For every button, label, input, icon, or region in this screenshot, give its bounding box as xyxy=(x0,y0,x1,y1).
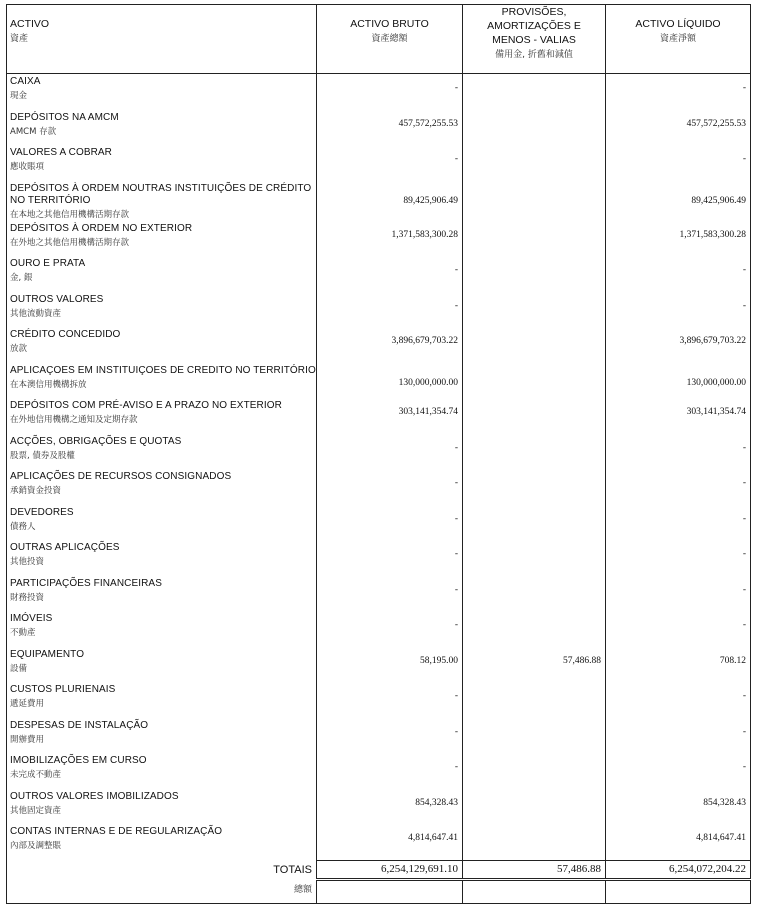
row-liquido-cell xyxy=(606,221,751,257)
row-bruto-value: - xyxy=(454,549,458,559)
totals-liquido: 6,254,072,204.22 xyxy=(606,860,751,879)
row-label xyxy=(7,221,317,257)
row-bruto-cell xyxy=(317,753,463,789)
row-label-zh: 其他固定資產 xyxy=(10,805,62,816)
row-label xyxy=(7,824,317,860)
row-prov-value xyxy=(463,363,601,378)
row-label-pt: DEVEDORES xyxy=(10,506,74,518)
table-row xyxy=(7,540,751,576)
row-prov-value xyxy=(463,505,601,514)
row-label-pt: VALORES A COBRAR xyxy=(10,147,113,158)
row-liquido-cell xyxy=(606,647,751,683)
header-prov-zh: 備用金, 折舊和減值 xyxy=(495,50,573,60)
row-label-zh: 在本澳信用機構拆放 xyxy=(10,379,87,390)
rows-body xyxy=(7,74,751,861)
row-label-zh: 在本地之其他信用機構活期存款 xyxy=(10,209,130,220)
row-bruto-cell xyxy=(317,221,463,257)
row-bruto-cell xyxy=(317,363,463,399)
row-label xyxy=(7,505,317,541)
row-prov-value xyxy=(463,256,601,265)
row-bruto-value: - xyxy=(454,584,458,595)
row-label xyxy=(7,789,317,825)
header-prov-pt-2: AMORTIZAÇÕES E xyxy=(487,20,581,32)
row-prov-cell xyxy=(463,789,606,825)
row-prov-value xyxy=(463,292,601,301)
row-liquido-value: - xyxy=(742,265,746,275)
row-liquido-value: 1,371,583,300.28 xyxy=(679,229,746,240)
row-bruto-cell xyxy=(317,292,463,328)
row-label xyxy=(7,398,317,434)
table-row xyxy=(7,789,751,825)
row-prov-cell xyxy=(463,718,606,754)
table-row xyxy=(7,576,751,612)
row-prov-cell xyxy=(463,110,606,146)
row-bruto-value: - xyxy=(454,691,458,701)
table-row xyxy=(7,327,751,363)
row-label-pt: IMOBILIZAÇÕES EM CURSO xyxy=(10,755,147,766)
table-row xyxy=(7,753,751,789)
row-label-zh: 開辦費用 xyxy=(10,734,45,745)
row-bruto-value: 303,141,354.74 xyxy=(398,407,458,417)
row-liquido-cell xyxy=(606,540,751,576)
row-liquido-cell xyxy=(606,753,751,789)
row-bruto-cell xyxy=(317,682,463,718)
row-liquido-value: 130,000,000.00 xyxy=(686,377,746,388)
table-row xyxy=(7,718,751,754)
row-prov-cell xyxy=(463,469,606,505)
totals-bruto: 6,254,129,691.10 xyxy=(317,860,463,879)
row-bruto-value: - xyxy=(454,83,458,93)
row-prov-value: 57,486.88 xyxy=(563,655,601,666)
row-bruto-value: 854,328.43 xyxy=(415,797,458,808)
row-bruto-value: 1,371,583,300.28 xyxy=(391,229,458,240)
row-prov-value xyxy=(463,789,601,798)
row-prov-value xyxy=(463,74,601,83)
row-label-zh: 在外地信用機構之通知及定期存款 xyxy=(10,415,138,425)
row-prov-cell xyxy=(463,576,606,612)
table-row xyxy=(7,74,751,110)
row-liquido-cell xyxy=(606,398,751,434)
table-row xyxy=(7,824,751,860)
table-row xyxy=(7,363,751,399)
row-label xyxy=(7,540,317,576)
totals-zh-blank-1 xyxy=(317,879,463,903)
row-bruto-value: 457,572,255.53 xyxy=(398,118,458,129)
row-prov-value xyxy=(463,221,601,230)
row-bruto-cell xyxy=(317,824,463,860)
row-liquido-cell xyxy=(606,110,751,146)
row-label xyxy=(7,647,317,683)
row-liquido-value: - xyxy=(742,549,746,559)
row-label-zh: 內部及調整賬 xyxy=(10,841,62,851)
row-liquido-cell xyxy=(606,74,751,110)
row-label xyxy=(7,292,317,328)
row-label-pt: CRÉDITO CONCEDIDO xyxy=(10,329,121,340)
table-row xyxy=(7,611,751,647)
header-row xyxy=(7,5,751,74)
row-liquido-cell xyxy=(606,576,751,612)
row-liquido-cell xyxy=(606,363,751,399)
row-bruto-cell xyxy=(317,181,463,221)
row-bruto-value: - xyxy=(454,442,458,453)
row-label xyxy=(7,611,317,647)
row-label xyxy=(7,469,317,505)
table-row xyxy=(7,434,751,470)
row-bruto-cell xyxy=(317,540,463,576)
row-label xyxy=(7,256,317,292)
header-activo-liquido xyxy=(606,5,751,74)
row-bruto-cell xyxy=(317,145,463,181)
row-liquido-cell xyxy=(606,434,751,470)
row-bruto-value: 58,195.00 xyxy=(420,655,458,666)
row-liquido-value: 89,425,906.49 xyxy=(691,195,746,206)
row-prov-cell xyxy=(463,753,606,789)
row-bruto-cell xyxy=(317,789,463,825)
row-prov-cell xyxy=(463,505,606,541)
row-label-zh: 財務投資 xyxy=(10,592,45,603)
row-prov-cell xyxy=(463,74,606,110)
row-label-zh: 放款 xyxy=(10,344,28,354)
totals-prov: 57,486.88 xyxy=(463,860,606,879)
row-label-pt: APLICAÇOES EM INSTITUIÇOES DE CREDITO NO TERRITÓRIO xyxy=(10,364,316,376)
row-prov-cell xyxy=(463,824,606,860)
row-prov-cell xyxy=(463,327,606,363)
row-label-pt: DEPÓSITOS COM PRÉ-AVISO E A PRAZO NO EXTERIOR xyxy=(10,400,282,411)
row-liquido-cell xyxy=(606,292,751,328)
table-row xyxy=(7,469,751,505)
row-liquido-cell xyxy=(606,256,751,292)
row-liquido-cell xyxy=(606,327,751,363)
row-liquido-cell xyxy=(606,181,751,221)
row-bruto-cell xyxy=(317,718,463,754)
totals-label-zh: 總額 xyxy=(293,885,312,895)
row-liquido-value: - xyxy=(742,83,746,93)
row-liquido-value: - xyxy=(742,726,746,737)
row-liquido-cell xyxy=(606,469,751,505)
row-bruto-cell xyxy=(317,611,463,647)
row-liquido-value: - xyxy=(742,442,746,453)
row-label-zh: AMCM 存款 xyxy=(10,126,57,137)
row-prov-value xyxy=(463,110,601,119)
row-bruto-cell xyxy=(317,74,463,110)
row-bruto-value: - xyxy=(454,265,458,275)
row-liquido-value: 4,814,647.41 xyxy=(696,833,746,843)
row-label-pt: OUTROS VALORES xyxy=(10,293,104,305)
table-row xyxy=(7,292,751,328)
row-label-pt: DESPESAS DE INSTALAÇÃO xyxy=(10,719,149,731)
row-prov-cell xyxy=(463,145,606,181)
row-prov-cell xyxy=(463,221,606,257)
row-prov-cell xyxy=(463,682,606,718)
row-label-pt: CONTAS INTERNAS E DE REGULARIZAÇÃO xyxy=(10,826,223,837)
row-label-zh: 股票, 債券及股權 xyxy=(10,450,75,461)
header-liquido-pt: ACTIVO LÍQUIDO xyxy=(635,18,721,30)
header-liquido-zh: 資產淨額 xyxy=(659,34,696,44)
row-label-zh: 遞延費用 xyxy=(10,699,45,709)
row-prov-cell xyxy=(463,256,606,292)
row-label xyxy=(7,327,317,363)
row-bruto-value: - xyxy=(454,513,458,524)
table-row xyxy=(7,682,751,718)
row-prov-value xyxy=(463,181,601,196)
row-label-pt: EQUIPAMENTO xyxy=(10,648,85,660)
row-bruto-cell xyxy=(317,327,463,363)
row-label-pt: APLICAÇÕES DE RECURSOS CONSIGNADOS xyxy=(10,471,232,482)
header-activo-pt: ACTIVO xyxy=(10,18,50,30)
row-prov-value xyxy=(463,753,601,762)
row-bruto-cell xyxy=(317,256,463,292)
row-label xyxy=(7,682,317,718)
row-liquido-value: 303,141,354.74 xyxy=(686,407,746,417)
row-liquido-value: - xyxy=(742,300,746,311)
table-row xyxy=(7,505,751,541)
row-label xyxy=(7,181,317,221)
header-activo xyxy=(7,5,317,74)
header-provisoes xyxy=(463,5,606,74)
table-row xyxy=(7,647,751,683)
row-label xyxy=(7,753,317,789)
row-prov-value xyxy=(463,145,601,154)
row-liquido-value: 457,572,255.53 xyxy=(686,118,746,129)
row-prov-value xyxy=(463,434,601,443)
row-liquido-value: - xyxy=(742,513,746,524)
row-prov-cell xyxy=(463,292,606,328)
header-activo-bruto xyxy=(317,5,463,74)
header-prov-pt-1: PROVISÕES, xyxy=(501,6,567,18)
row-label-zh: 應收賬項 xyxy=(10,162,45,172)
row-bruto-cell xyxy=(317,505,463,541)
row-prov-value xyxy=(463,469,601,478)
row-liquido-value: - xyxy=(742,691,746,701)
row-liquido-cell xyxy=(606,824,751,860)
row-label-pt: OUTROS VALORES IMOBILIZADOS xyxy=(10,790,179,802)
row-liquido-cell xyxy=(606,682,751,718)
row-bruto-value: - xyxy=(454,726,458,737)
row-prov-value xyxy=(463,718,601,727)
row-label-pt: OUTRAS APLICAÇÕES xyxy=(10,542,120,553)
row-prov-value xyxy=(463,682,601,691)
row-liquido-value: - xyxy=(742,620,746,630)
row-label-zh: 其他投資 xyxy=(10,557,45,567)
totals-label: TOTAIS xyxy=(7,860,317,879)
totals-row xyxy=(7,860,751,879)
totals-zh-row xyxy=(7,879,751,903)
row-label xyxy=(7,576,317,612)
row-label xyxy=(7,74,317,110)
table-row xyxy=(7,110,751,146)
row-label-pt: CAIXA xyxy=(10,76,41,87)
row-label-pt: DEPÓSITOS NA AMCM xyxy=(10,111,119,123)
row-liquido-value: 854,328.43 xyxy=(703,797,746,808)
row-label xyxy=(7,363,317,399)
row-prov-cell xyxy=(463,181,606,221)
row-label-zh: 其他流動資產 xyxy=(10,308,62,319)
row-prov-cell xyxy=(463,647,606,683)
row-label-zh: 設備 xyxy=(10,663,28,674)
row-bruto-value: - xyxy=(454,478,458,488)
row-bruto-value: - xyxy=(454,154,458,164)
row-prov-value xyxy=(463,611,601,620)
row-label-zh: 債務人 xyxy=(10,521,36,532)
row-prov-value xyxy=(463,327,601,336)
row-liquido-value: - xyxy=(742,154,746,164)
totals-zh-blank-2 xyxy=(463,879,606,903)
row-bruto-value: - xyxy=(454,300,458,311)
balance-sheet xyxy=(6,4,750,902)
row-prov-cell xyxy=(463,363,606,399)
row-label-pt: ACÇÕES, OBRIGAÇÕES E QUOTAS xyxy=(10,435,182,447)
row-label xyxy=(7,110,317,146)
row-prov-value xyxy=(463,398,601,407)
row-label-pt: DEPÓSITOS À ORDEM NO EXTERIOR xyxy=(10,222,193,234)
row-label-pt: PARTICIPAÇÕES FINANCEIRAS xyxy=(10,577,162,589)
row-liquido-cell xyxy=(606,505,751,541)
row-liquido-cell xyxy=(606,611,751,647)
row-liquido-value: - xyxy=(742,478,746,488)
row-prov-cell xyxy=(463,434,606,470)
row-bruto-cell xyxy=(317,469,463,505)
row-prov-cell xyxy=(463,398,606,434)
row-bruto-cell xyxy=(317,398,463,434)
row-label-zh: 在外地之其他信用機構活期存款 xyxy=(10,237,130,248)
row-liquido-value: - xyxy=(742,762,746,772)
table-row xyxy=(7,398,751,434)
row-label-pt: OURO E PRATA xyxy=(10,258,86,269)
row-bruto-cell xyxy=(317,110,463,146)
table-row xyxy=(7,181,751,221)
totals-zh-blank-3 xyxy=(606,879,751,903)
row-liquido-value: 708.12 xyxy=(719,655,746,666)
header-activo-zh: 資產 xyxy=(10,34,29,44)
row-bruto-value: - xyxy=(454,620,458,630)
row-label xyxy=(7,145,317,181)
row-liquido-cell xyxy=(606,145,751,181)
row-bruto-value: 130,000,000.00 xyxy=(398,377,458,388)
header-bruto-pt: ACTIVO BRUTO xyxy=(350,18,429,30)
row-label-pt: DEPÓSITOS À ORDEM NOUTRAS INSTITUIÇÕES DE CRÉDITO NO TERRITÓRIO xyxy=(10,182,312,206)
row-label-zh: 現金 xyxy=(10,91,28,101)
table-row xyxy=(7,256,751,292)
header-prov-pt-3: MENOS - VALIAS xyxy=(492,34,576,46)
row-label xyxy=(7,434,317,470)
row-prov-cell xyxy=(463,611,606,647)
balance-table xyxy=(6,4,751,904)
row-label-zh: 金, 銀 xyxy=(10,273,33,283)
table-row xyxy=(7,221,751,257)
row-liquido-cell xyxy=(606,789,751,825)
table-row xyxy=(7,145,751,181)
row-bruto-cell xyxy=(317,647,463,683)
row-prov-cell xyxy=(463,540,606,576)
row-prov-value xyxy=(463,824,601,833)
row-label-pt: IMÓVEIS xyxy=(10,613,53,624)
row-bruto-cell xyxy=(317,434,463,470)
row-liquido-value: 3,896,679,703.22 xyxy=(679,336,746,346)
row-label-zh: 承銷資金投資 xyxy=(10,486,62,496)
row-label-zh: 未完成不動產 xyxy=(10,770,62,780)
row-label-pt: CUSTOS PLURIENAIS xyxy=(10,684,116,695)
row-bruto-value: - xyxy=(454,762,458,772)
row-label-zh: 不動產 xyxy=(10,628,36,638)
row-prov-value xyxy=(463,576,601,585)
row-prov-value xyxy=(463,540,601,549)
row-bruto-cell xyxy=(317,576,463,612)
row-liquido-cell xyxy=(606,718,751,754)
row-bruto-value: 89,425,906.49 xyxy=(403,195,458,206)
header-bruto-zh: 資產總額 xyxy=(371,34,408,44)
row-liquido-value: - xyxy=(742,584,746,595)
row-bruto-value: 3,896,679,703.22 xyxy=(391,336,458,346)
row-label xyxy=(7,718,317,754)
row-bruto-value: 4,814,647.41 xyxy=(408,833,458,843)
